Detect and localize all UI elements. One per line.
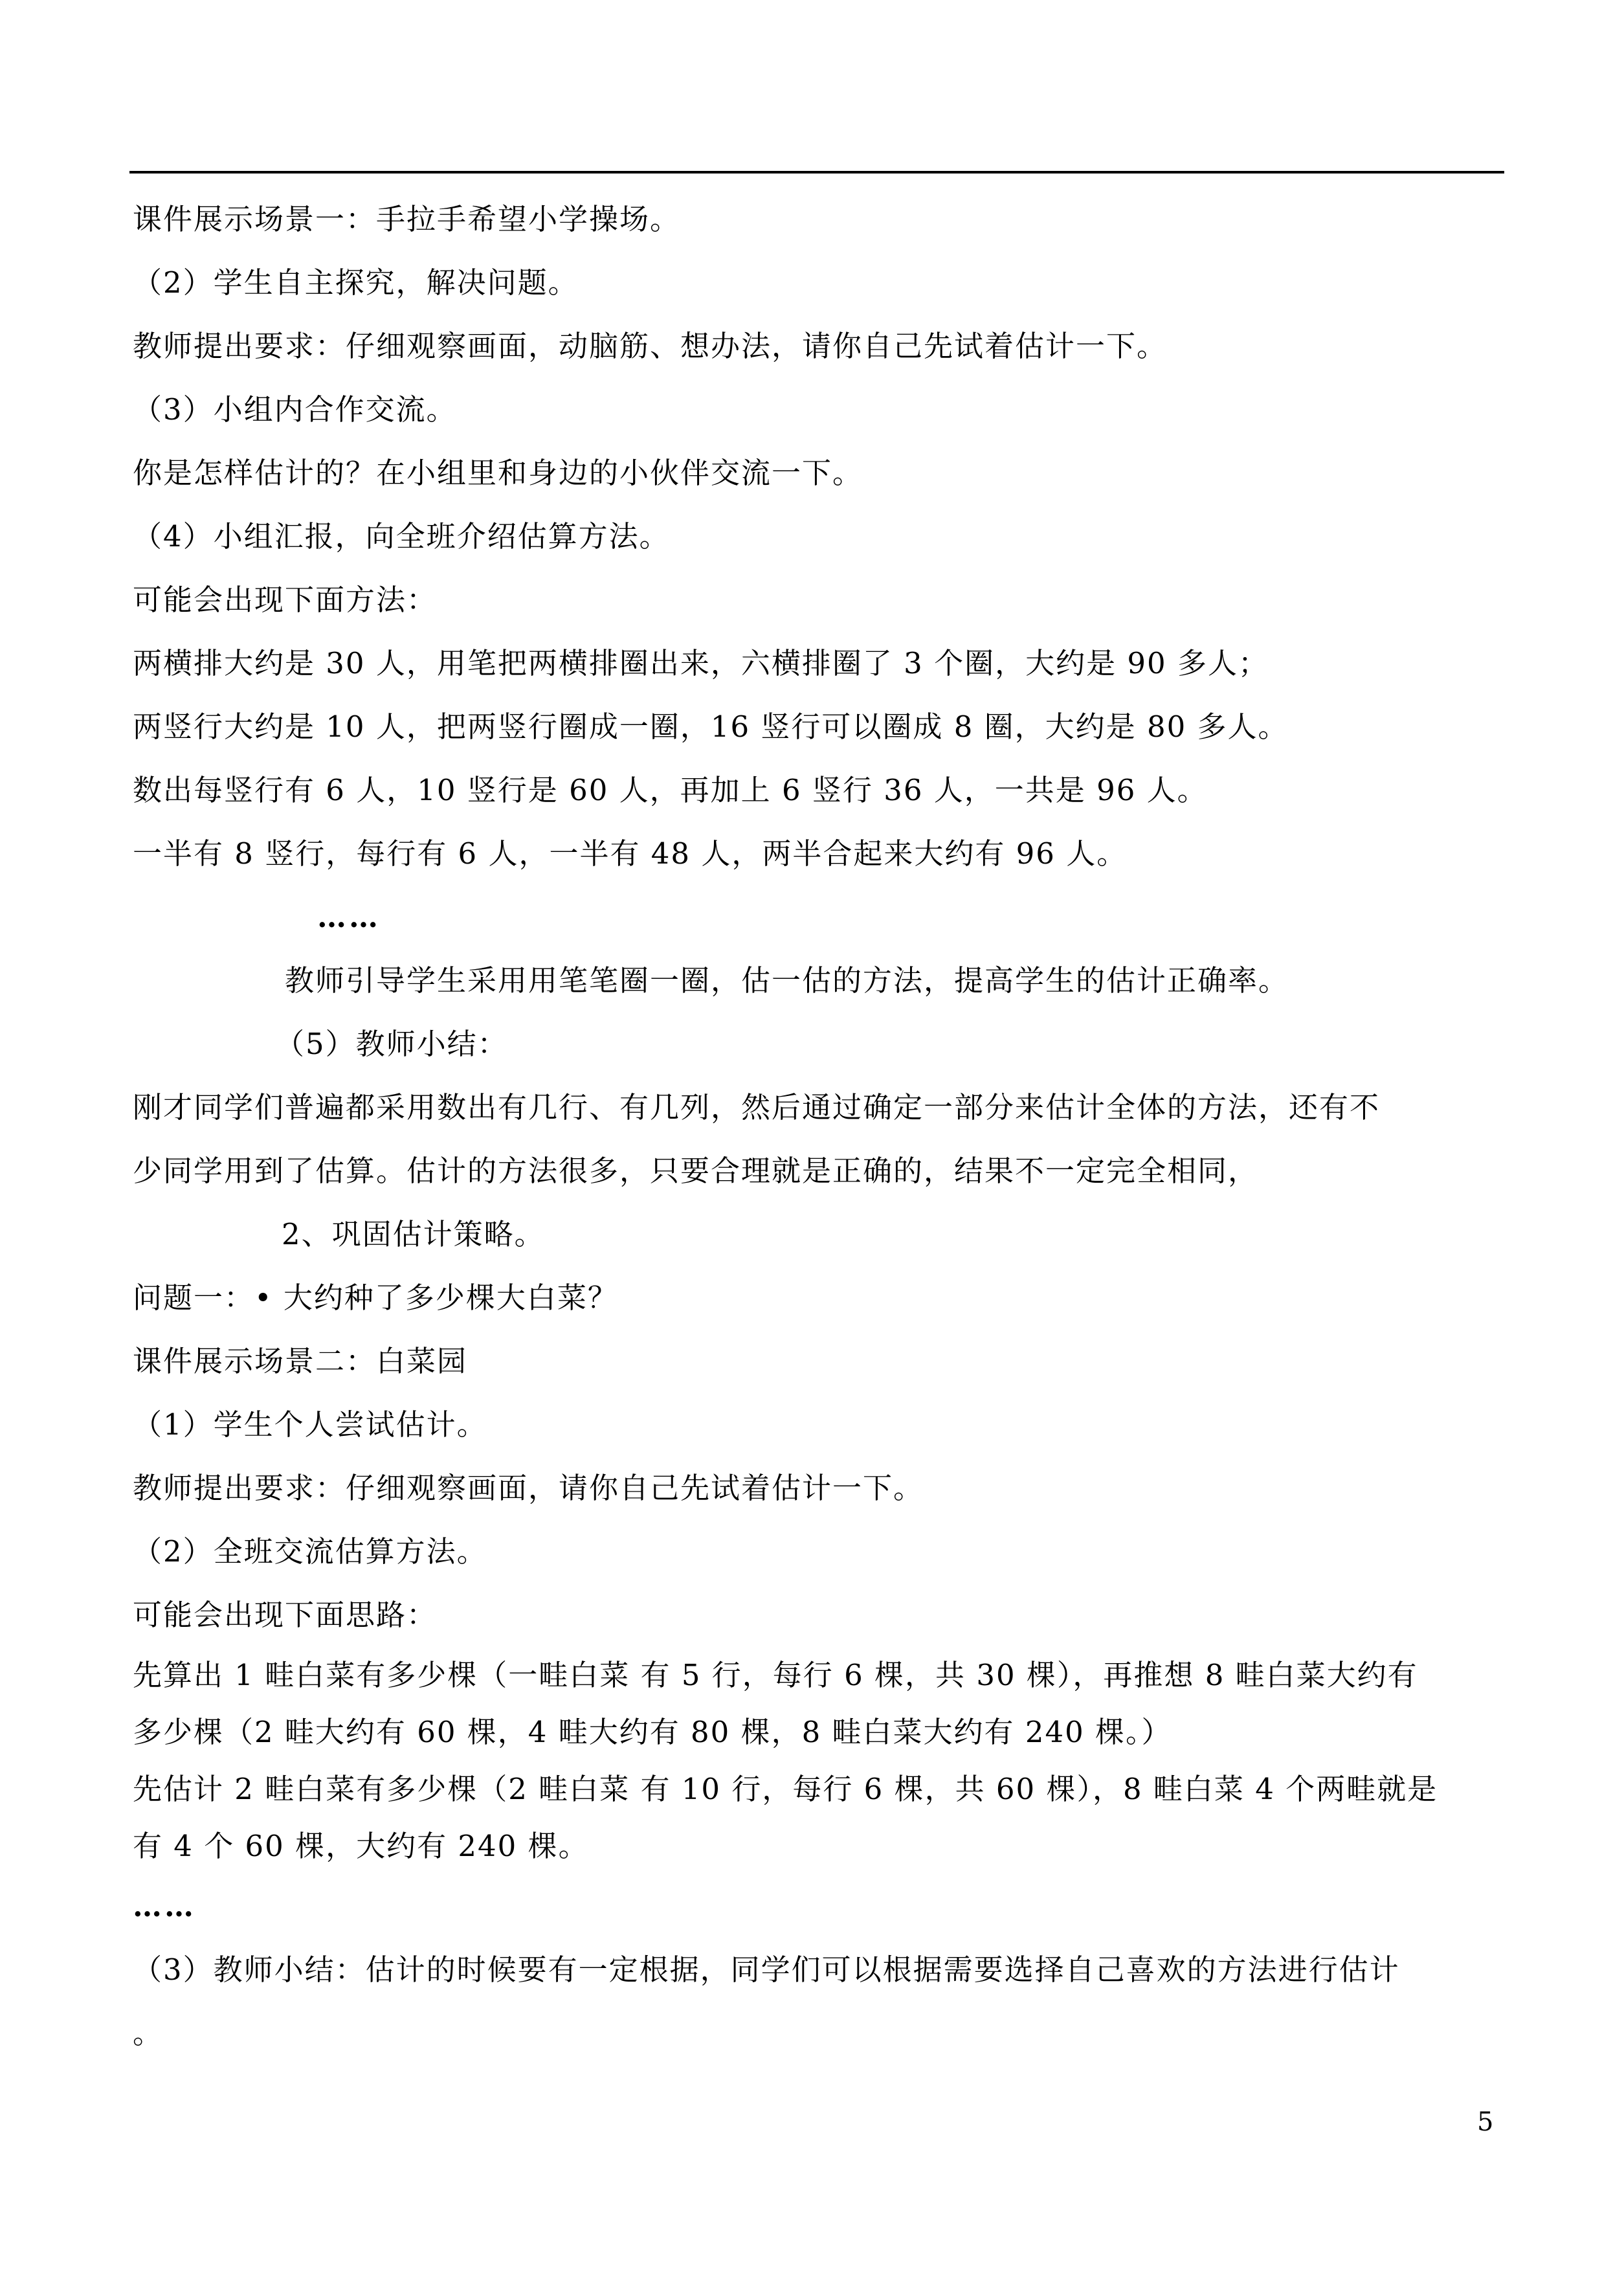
paragraph-line: 数出每竖行有 6 人，10 竖行是 60 人，再加上 6 竖行 36 人，一共是 96 人。	[133, 773, 1208, 807]
header-rule	[129, 171, 1504, 173]
paragraph-line: 一半有 8 竖行，每行有 6 人，一半有 48 人，两半合起来大约有 96 人。	[133, 836, 1128, 871]
page-number: 5	[1477, 2107, 1494, 2137]
paragraph-line: 教师引导学生采用用笔笔圈一圈，估一估的方法，提高学生的估计正确率。	[285, 963, 1289, 998]
paragraph-line: 教师提出要求：仔细观察画面，动脑筋、想办法，请你自己先试着估计一下。	[133, 329, 1168, 363]
paragraph-line: （5）教师小结：	[275, 1027, 508, 1061]
paragraph-line: 先算出 1 畦白菜有多少棵（一畦白菜 有 5 行，每行 6 棵，共 30 棵），再推想 8 畦白菜大约有	[133, 1658, 1418, 1692]
document-body	[133, 188, 1508, 2065]
paragraph-line: 少同学用到了估算。估计的方法很多，只要合理就是正确的，结果不一定完全相同，	[133, 1154, 1259, 1188]
paragraph-line: 课件展示场景一：手拉手希望小学操场。	[133, 202, 681, 236]
paragraph-line: （2）学生自主探究，解决问题。	[133, 265, 579, 300]
paragraph-line: 刚才同学们普遍都采用数出有几行、有几列，然后通过确定一部分来估计全体的方法，还有不	[133, 1090, 1381, 1124]
paragraph-line: 你是怎样估计的？在小组里和身边的小伙伴交流一下。	[133, 456, 863, 490]
paragraph-line: 两横排大约是 30 人，用笔把两横排圈出来，六横排圈了 3 个圈，大约是 90 多人；	[133, 646, 1269, 680]
paragraph-line: 多少棵（2 畦大约有 60 棵，4 畦大约有 80 棵，8 畦白菜大约有 240 棵。）	[133, 1715, 1172, 1749]
paragraph-line: （1）学生个人尝试估计。	[133, 1407, 487, 1442]
ellipsis-line: ……	[133, 1889, 196, 1923]
paragraph-line: 课件展示场景二：白菜园	[133, 1344, 468, 1378]
ellipsis-line: ……	[317, 900, 381, 934]
paragraph-line: 可能会出现下面思路：	[133, 1598, 438, 1632]
paragraph-line: 可能会出现下面方法：	[133, 583, 438, 617]
paragraph-line: 问题一：• 大约种了多少棵大白菜？	[133, 1281, 618, 1315]
paragraph-line: 教师提出要求：仔细观察画面，请你自己先试着估计一下。	[133, 1471, 924, 1505]
section-heading: 2、巩固估计策略。	[282, 1217, 545, 1251]
paragraph-line: （3）小组内合作交流。	[133, 392, 457, 427]
paragraph-line: （3）教师小结：估计的时候要有一定根据，同学们可以根据需要选择自己喜欢的方法进行估计	[133, 1952, 1400, 1987]
paragraph-line: （2）全班交流估算方法。	[133, 1534, 487, 1569]
paragraph-line: 有 4 个 60 棵，大约有 240 棵。	[133, 1829, 589, 1863]
paragraph-line: 。	[133, 2016, 164, 2050]
paragraph-line: 两竖行大约是 10 人，把两竖行圈成一圈，16 竖行可以圈成 8 圈，大约是 80 多人。	[133, 710, 1289, 744]
paragraph-line: 先估计 2 畦白菜有多少棵（2 畦白菜 有 10 行，每行 6 棵，共 60 棵），8 畦白菜 4 个两畦就是	[133, 1772, 1438, 1806]
paragraph-line: （4）小组汇报，向全班介绍估算方法。	[133, 519, 670, 554]
